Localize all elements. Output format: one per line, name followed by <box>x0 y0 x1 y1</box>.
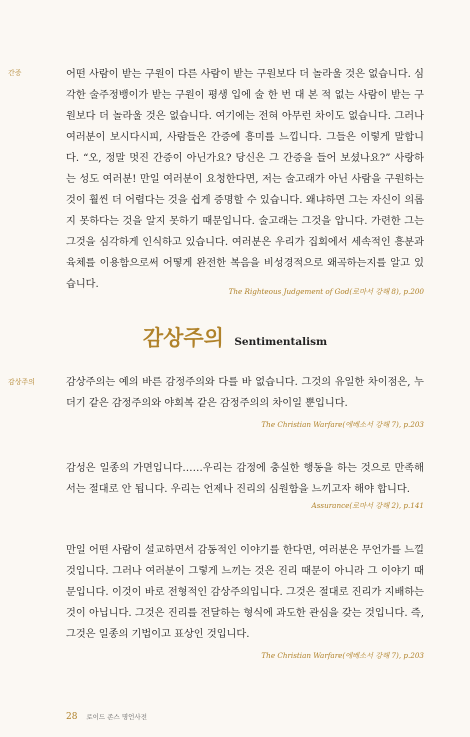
page-number: 28 <box>66 712 78 722</box>
paragraph-sentimentalism-2: 감성은 일종의 가면입니다……우리는 감정에 충실한 행동을 하는 것으로 만족해서는 절대로 안 됩니다. 우리는 언제나 진리의 심원함을 느끼고자 해야 합니다. <box>66 463 424 495</box>
citation-sentimentalism-3: The Christian Warfare(에베소서 강해 7), p.203 <box>261 651 424 660</box>
section-title-english: Sentimentalism <box>234 336 328 348</box>
paragraph-testimony: 어떤 사람이 받는 구원이 다른 사람이 받는 구원보다 더 놀라울 것은 없습니다. 심각한 술주정뱅이가 받는 구원이 평생 입에 술 한 번 대 본 적 없는 사람이 받는 구원보다 더 놀라울 것은 없습니다. 여기에는 전혀 아무런 차이도 없습니다. 그러나 여러분이 보시다시피, 사람들은 간증에 흥미를 느낍니다. 그들은 이렇게 말합니다. “오, 정말 멋진 간증이 아닌가요? 당신은 그 간증을 들어 보셨나요?” 사랑하는 성도 여러분! 만일 여러분이 요청한다면, 저는 술고래가 아닌 사람을 구원하는 것이 훨씬 더 어렵다는 것을 쉽게 증명할 수 있습니다. 왜냐하면 그는 자신이 의롭지 못하다는 것을 알지 못하기 때문입니다. 술고래는 그것을 압니다. 가련한 그는 그것을 심각하게 인식하고 있습니다. 여러분은 우리가 집회에서 세속적인 흥분과 육체를 이용함으로써 어떻게 완전한 복음을 비성경적으로 왜곡하는지를 알고 있습니다. <box>66 69 424 290</box>
paragraph-sentimentalism-1: 감상주의는 예의 바른 감정주의와 다를 바 없습니다. 그것의 유일한 차이점은, 누더기 같은 감정주의와 야회복 같은 감정주의의 차이일 뿐입니다. <box>66 377 424 409</box>
section-title-korean: 감상주의 <box>142 325 224 350</box>
book-title: 로이드 존스 명언사전 <box>86 713 147 721</box>
citation-testimony: The Righteous Judgement of God(로마서 강해 8), p.200 <box>228 287 424 296</box>
section-title <box>0 322 470 352</box>
margin-label-testimony: 간증 <box>8 69 22 77</box>
page-footer <box>66 712 147 722</box>
margin-label-sentimentalism: 감상주의 <box>8 378 36 386</box>
paragraph-sentimentalism-3: 만일 어떤 사람이 설교하면서 감동적인 이야기를 한다면, 여러분은 무언가를 느낄 것입니다. 그러나 여러분이 그렇게 느끼는 것은 진리 때문이 아니라 그 이야기 때문입니다. 이것이 바로 전형적인 감상주의입니다. 그것은 절대로 진리가 지배하는 것이 아닙니다. 그것은 진리를 전달하는 형식에 과도한 관심을 갖는 것입니다. 즉, 그것은 일종의 기법이고 표상인 것입니다. <box>66 545 424 640</box>
citation-sentimentalism-1: The Christian Warfare(에베소서 강해 7), p.203 <box>261 420 424 429</box>
citation-sentimentalism-2: Assurance(로마서 강해 2), p.141 <box>311 501 424 510</box>
